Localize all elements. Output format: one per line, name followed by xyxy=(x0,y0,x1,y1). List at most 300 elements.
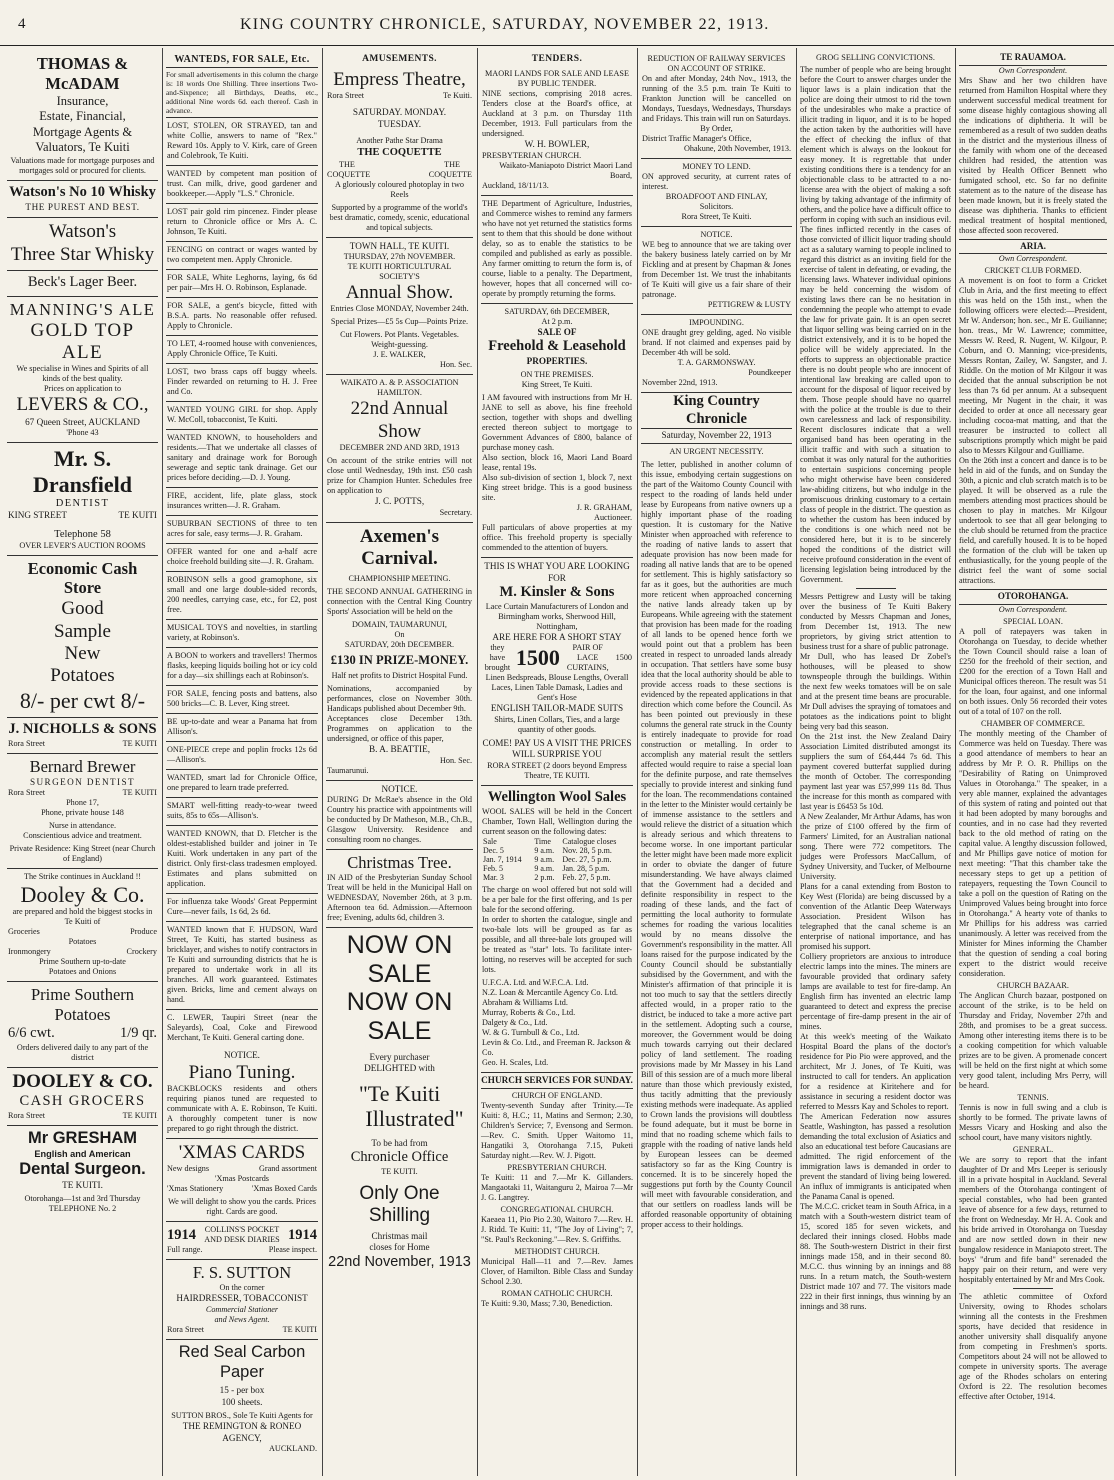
ad-heading: M. Kinsler & Sons xyxy=(499,584,615,601)
news-paragraph: The American Federation now assures Seattle, Washington, has passed a resolution demanding the total exclusion of Asiatics and also an educational test before Caucasians are admitted. The rigid enforcement of the immigration laws is demanded in order to prevent the standard of living being lowered. An influx of immigrants is anticipated when the Panama Canal is opened. xyxy=(800,1112,951,1201)
wool-sale-table xyxy=(482,837,632,882)
table-cell: Mar. 3 xyxy=(483,872,504,882)
section-heading: AMUSEMENTS. xyxy=(362,54,437,64)
ad-nicholls xyxy=(7,718,158,754)
ad-dooley xyxy=(7,869,158,982)
ad-line: Ohakune, 20th November, 1913. xyxy=(684,144,791,153)
column-amusements xyxy=(323,48,476,1476)
ad-line: THE COQUETTE xyxy=(357,147,442,159)
ad-text: A gloriously coloured photoplay in two Reels xyxy=(335,179,464,199)
ad-heading: THOMAS & McADAM xyxy=(36,54,129,93)
ad-agriculture xyxy=(481,196,633,304)
classified-ad: TO LET, 4-roomed house with conveniences, Apply Chronicle Office, Te Kuiti. xyxy=(166,336,318,364)
ad-line: District Traffic Manager's Office, xyxy=(642,134,752,143)
ad-heading: NOTICE. xyxy=(700,230,733,239)
news-paragraph: On the 21st inst. the New Zealand Dairy Association Limited distributed amongst its suppliers the sum of £64,444 7s 6d. This payment covered butterfat supplied during the month of October. The corresponding payment last year was £57,999 11s 8d. Thus the increase for this month as compared with last year is £6453 5s 10d. xyxy=(800,732,951,811)
ad-heading: Only One Shilling xyxy=(359,1182,440,1227)
table-row xyxy=(482,846,632,855)
table-cell: Jan. 28, 5 p.m. xyxy=(562,863,610,873)
ad-heading: MANNING'S ALE xyxy=(9,299,156,319)
ad-kinsler xyxy=(481,558,633,786)
ad-line: Conscientious advice and treatment. xyxy=(23,831,142,841)
article-title: GROG SELLING CONVICTIONS. xyxy=(816,53,935,62)
ad-line: Waikato-Maniapoto District Maori Land Board, xyxy=(499,160,632,180)
ad-text: ONE draught grey gelding, aged. No visible brand. If not claimed and expenses paid by December 4th will be sold. xyxy=(642,328,791,357)
ad-heading: Dooley & Co. xyxy=(20,882,145,908)
classified-ad: A BOON to workers and travellers! Thermos flasks, keeping liquids boiling hot or icy cold for a day—six shillings each at Robinson's. xyxy=(166,648,318,686)
ad-heading: Empress Theatre, xyxy=(333,69,466,90)
ad-text: are prepared and hold the biggest stocks in Te Kuiti of xyxy=(12,907,153,927)
ad-axemens-carnival xyxy=(326,523,473,781)
ad-line: HAMILTON. xyxy=(377,388,422,398)
column-advertisements-1 xyxy=(4,48,161,1476)
ad-prime-southern xyxy=(7,982,158,1067)
ad-heading: Wellington Wool Sales xyxy=(487,788,627,805)
ad-line: Secretary. xyxy=(439,507,472,517)
ad-line: and News Agent. xyxy=(214,1314,270,1324)
ad-line: PRESBYTERIAN CHURCH. xyxy=(482,150,582,160)
ad-line: Full range. xyxy=(167,1245,203,1255)
ad-heading: Dental Surgeon. xyxy=(19,1160,146,1179)
ad-text: THE Department of Agriculture, Industries, and Commerce wishes to remind any farmers who have not yet returned the statistics forms sent to them that this should be done without delay, so as to enable the statistics to be compiled and published as early as possible. Any farmer omitting to return the form is, of course, liable to a penalty. The Department, however, hopes that all concerned will co-operate by promptly returning the forms. xyxy=(482,198,632,298)
ad-text: DURING Dr McRae's absence in the Old Country his practice with appointments will be conducted by Dr Matheson, M.B., Ch.B., Glasgow University. Residence and consulting room no changes. xyxy=(327,795,472,845)
ad-watsons-whisky xyxy=(7,181,158,218)
ad-line: Hon. Sec. xyxy=(439,360,472,370)
classified-ad: LOST, STOLEN, OR STRAYED, tan and white Collie, answers to name of "Rex." Reward 10s. Apply to V. Kirk, care of Green and Colebrook, Te Kuiti. xyxy=(166,118,318,166)
ad-line: DOMAIN, TAUMARUNUI, xyxy=(352,619,447,629)
section-heading: TE RAUAMOA. xyxy=(959,51,1107,66)
ad-heading: Christmas Tree. xyxy=(347,853,452,873)
ad-economic-cash-store xyxy=(7,556,158,719)
ad-line: AGENCY, xyxy=(222,1432,262,1443)
ad-line: they have brought xyxy=(484,643,511,673)
article-text: Municipal Hall—11 and 7.—Rev. James Clover, of Hamilton. Bible Class and Sunday School 2.30. xyxy=(481,1257,633,1287)
ad-line: THE xyxy=(339,159,355,169)
news-paragraph: The athletic committee of Oxford University, owing to Rhodes scholars winning all the contests in the Freshmen sports, have decided that residence in another university shall disqualify anyone from competing in Freshmen's sports. Competitors about 24 will not be allowed to compete in university sports. The average age of the Rhodes scholars on entering Oxford is 22. The resolution becomes effective after October, 1914. xyxy=(959,1291,1107,1401)
ad-line: U.F.C.A. Ltd. and W.F.C.A. Ltd. xyxy=(482,977,589,987)
page-number: 4 xyxy=(18,16,26,32)
ad-line: Christmas mail xyxy=(371,1230,428,1241)
classified-ad: BE up-to-date and wear a Panama hat from Allison's. xyxy=(166,714,318,742)
classified-ad: WANTED, smart lad for Chronicle Office, one prepared to learn trade preferred. xyxy=(166,770,318,798)
ad-line: B. A. BEATTIE, xyxy=(369,744,430,755)
ad-line: Good xyxy=(61,598,104,620)
ad-line: Rora Street, Te Kuiti. xyxy=(681,212,752,221)
ad-line: CHAMPIONSHIP MEETING. xyxy=(348,573,451,583)
classified-ad: WANTED YOUNG GIRL for shop. Apply W. McColl, tobacconist, Te Kuiti. xyxy=(166,402,318,430)
article-text: Te Kuiti: 9.30, Mass; 7.30, Benediction. xyxy=(481,1299,613,1309)
ad-thomas-mcadam xyxy=(7,51,158,181)
ad-line: 67 Queen Street, AUCKLAND xyxy=(25,416,140,427)
table-cell: 9 a.m. xyxy=(534,863,555,873)
sub-heading: CHURCH OF ENGLAND. xyxy=(511,1091,603,1101)
ad-line: The Strike continues in Auckland !! xyxy=(23,872,142,882)
classified-ad: OFFER wanted for one and a-half acre choice freehold building site—J. R. Graham. xyxy=(166,544,318,572)
ad-levers xyxy=(7,297,158,444)
table-header: Sale xyxy=(483,836,497,846)
ad-line: COQUETTE xyxy=(428,169,472,179)
ad-line: Potatoes xyxy=(50,665,115,687)
column-wanteds xyxy=(163,48,321,1476)
ad-line: TE KUITI. xyxy=(62,1179,103,1190)
ad-line: TE KUITI xyxy=(122,788,157,798)
ad-text: ON approved security, at current rates of interest. xyxy=(642,172,791,191)
ad-heading: DOOLEY & CO. xyxy=(12,1070,153,1092)
ad-line: Nurse in attendance. xyxy=(48,821,117,831)
table-cell: Jan. 7, 1914 xyxy=(483,854,522,864)
article-text: Te Kuiti: 11 and 7.—Mr K. Gillanders. Mangaotaki 11, Waitanguru 2, Mairoa 7—Mr J. G. Langtrey. xyxy=(481,1173,633,1203)
ad-line: Private Residence: King Street (near Church of England) xyxy=(9,844,156,864)
ad-text: WOOL SALES will be held in the Concert Chamber, Town Hall, Wellington during the current season on the following dates: xyxy=(482,806,632,836)
ad-horticultural-show xyxy=(326,238,473,376)
ad-text: Special Prizes—£5 5s Cup—Points Prize. xyxy=(330,317,469,327)
ad-line: TE KUITI xyxy=(122,738,157,748)
ad-line: Levin & Co. Ltd., and Freeman R. Jackson & Co. xyxy=(482,1037,632,1057)
ad-heading: "Te Kuiti xyxy=(358,1080,441,1106)
ad-line: DECEMBER 2ND AND 3RD, 1913 xyxy=(339,443,460,453)
classified-ad: For influenza take Woods' Great Peppermint Cure—never fails, 1s 6d, 2s 6d. xyxy=(166,894,318,922)
ad-sutton xyxy=(166,1260,318,1339)
ad-heading: Three Star Whisky xyxy=(10,243,155,265)
news-paragraph: Messrs Pettigrew and Lusty will be taking over the business of Te Kuiti Bakery conducted by Messrs Chapman and Jones, from December 1st, 1913. The new proprietors, by giving strict attention to business trust for a share of public patronage. xyxy=(800,592,951,651)
editorial xyxy=(641,393,792,1230)
classified-ad: C. LEWER, Taupiri Street (near the Saleyards), Coal, Coke and Firewood Merchant, Te Kuiti. General carting done. xyxy=(167,1013,317,1043)
ad-heading: 'XMAS CARDS xyxy=(178,1142,306,1164)
ad-text: Also sub-division of section 1, block 7, next King street bridge. This is a good business site. xyxy=(482,473,632,503)
ad-text: Shirts, Linen Collars, Ties, and a large quantity of other goods. xyxy=(494,714,620,734)
section-heading: TENDERS. xyxy=(531,54,583,64)
news-paragraph: Colliery proprietors are anxious to introduce electric lamps into the mines. The miners are favourable provided that ordinary safety lamps are available to test for fire-damp. An English firm has invented an electric lamp guaranteed to detect and express the precise percentage of fire-damp present in the air of mines. xyxy=(800,952,951,1031)
ad-line: Auckland, 18/11/13. xyxy=(482,180,549,190)
ad-line: 22nd November, 1913 xyxy=(328,1253,471,1270)
table-cell: Nov. 28, 5 p.m. xyxy=(562,845,612,855)
ad-heading: Red Seal Carbon Paper xyxy=(178,1342,306,1381)
ad-text: BACKBLOCKS residents and others requiring pianos tuned are requested to communicate with A. E. Robinson, Te Kuiti. A thoroughly competent tuner is now prepared to go right through the district. xyxy=(167,1084,317,1134)
ad-line: Produce xyxy=(130,927,157,937)
ad-heading: Piano Tuning. xyxy=(188,1061,296,1083)
sub-heading: TENNIS. xyxy=(1017,1092,1049,1102)
ad-line: Crockery xyxy=(126,947,157,957)
ad-heading: GOLD TOP ALE xyxy=(30,319,135,363)
ad-line: closes for Home xyxy=(369,1242,430,1253)
ad-line: NOTICE. xyxy=(224,1050,260,1061)
ad-heading: Freehold & Leasehold xyxy=(488,338,626,354)
ad-line: Abraham & Williams Ltd. xyxy=(482,997,568,1007)
ad-text: On and after Monday, 24th Nov., 1913, the running of the 3.5 p.m. train Te Kuiti to Frankton Junction will be cancelled on Mondays, Tuesdays, Wednesdays, Thursdays and Fridays. This train will run on Saturdays. xyxy=(642,74,791,123)
ad-line: Valuators, Te Kuiti xyxy=(35,140,130,155)
ad-line: COME! PAY US A VISIT THE PRICES WILL SURPRISE YOU xyxy=(482,737,632,760)
ad-line: Hon. Sec. xyxy=(439,755,472,765)
ad-line: THIS IS WHAT YOU ARE LOOKING FOR xyxy=(484,561,630,583)
ad-bakery-notice xyxy=(641,227,792,315)
table-cell: Dec. 27, 5 p.m. xyxy=(562,854,612,864)
sub-heading: CHAMBER OF COMMERCE. xyxy=(981,718,1085,728)
ad-line: ENGLISH TAILOR-MADE SUITS xyxy=(490,703,624,714)
ad-te-kuiti-illustrated xyxy=(326,928,473,1275)
ad-text: Also section, block 16, Maori Land Board lease, rental 19s. xyxy=(482,453,632,473)
ad-line: COQUETTE xyxy=(327,169,371,179)
ad-heading: Watson's No 10 Whisky xyxy=(9,184,156,201)
editorial-date: Saturday, November 22, 1913 xyxy=(641,429,792,444)
ad-line: Solicitors. xyxy=(699,202,734,211)
sub-heading: METHODIST CHURCH. xyxy=(514,1247,600,1257)
table-row xyxy=(482,855,632,864)
ad-text: I AM favoured with instructions from Mr H. JANE to sell as above, his fine freehold section, together with shops and dwelling erected thereon subject to mortgage to Government Advances of £800, balance of purchase money cash. xyxy=(482,393,632,453)
ad-text: We specialise in Wines and Spirits of all kinds of the best quality. xyxy=(16,364,149,384)
sub-heading: GENERAL. xyxy=(1012,1144,1054,1154)
ad-line: By Order, xyxy=(700,124,733,133)
table-header: Catalogue closes xyxy=(562,836,617,846)
column-district-news xyxy=(956,48,1110,1476)
article-text: We are sorry to report that the infant daughter of Dr and Mrs Leeper is seriously ill in a private hospital in Auckland. Several members of the Otorohanga contingent of special constables, who had been granted leave of absence for a few days, returned to the front on Wednesday. Mr H. A. Cook and his bride arrived in Otorohanga on Tuesday and are now settled down in their new bungalow residence in Maniapoto street. The boys' "drum and fife band" serenaded the happy pair on their return, and were very hospitably entertained by Mr and Mrs Cook. xyxy=(959,1154,1107,1284)
ad-maori-lands xyxy=(481,66,633,196)
ad-line: RORA STREET (2 doors beyond Empress Theatre, TE KUITI. xyxy=(487,760,627,780)
ad-line: J. C. POTTS, xyxy=(374,496,425,507)
ad-line: Potatoes and Onions xyxy=(48,967,117,977)
ad-line: Rora Street xyxy=(327,91,365,101)
ad-line: TE KUITI. xyxy=(381,1166,418,1176)
ad-line: Phone 17, xyxy=(66,798,99,808)
table-cell: 9 a.m. xyxy=(534,845,555,855)
column-tenders xyxy=(478,48,636,1476)
ad-line: 1914 xyxy=(288,1226,317,1243)
ad-line: Taumarunui. xyxy=(327,765,369,775)
sub-heading: PRESBYTERIAN CHURCH. xyxy=(507,1163,607,1173)
ad-heading: Axemen's Carnival. xyxy=(359,525,440,570)
news-paragraph: Mr Dull, who has leased Dr Zobel's hothouses, will be pleased to show townspeople through the buildings. Within the next few weeks tomatoes will be on sale and at the present time beans are procurable. Mr Dull advises the spraying of tomatoes and potatoes as the indications point to blight being very bad this season. xyxy=(800,652,951,731)
ad-text: Linen Bedspreads, Blouse Lengths, Overall Laces, Linen Table Damask, Ladies and Gent's Hose xyxy=(485,673,629,703)
classified-ad: ONE-PIECE crepe and poplin frocks 12s 6d—Allison's. xyxy=(166,742,318,770)
article-text: A poll of ratepayers was taken in Otorohanga on Tuesday, to decide whether the Town Council should raise a loan of £250 for the freehold of their section, and £200 for the erection of a Town Hall and Municipal offices thereon. The result was 51 for the loan, four against, and one informal on both issues. Only 56 recorded their votes out of a total of 107 on the roll. xyxy=(959,626,1107,716)
ad-heading: Mr. S. Dransfield xyxy=(33,446,132,497)
ad-line: Auctioneer. xyxy=(594,513,632,523)
ad-line: NOTICE. xyxy=(381,783,418,794)
section-heading: WANTEDS, FOR SALE, Etc. xyxy=(166,54,318,68)
ad-heading: Annual Show. xyxy=(345,282,454,304)
ad-line: DELIGHTED with xyxy=(364,1063,435,1074)
byline: Own Correspondent. xyxy=(998,254,1068,263)
news-paragraph: Plans for a canal extending from Boston to Key West (Florida) are being discussed by a convention of the Atlantic Deep Waterways Association. President Wilson has telegraphed that the canal scheme is an enterprise of national importance, and has promised his support. xyxy=(800,882,951,951)
ad-line: Dalgety & Co., Ltd. xyxy=(482,1017,548,1027)
ad-line: King Street, Te Kuiti. xyxy=(521,380,593,390)
ad-line: W. H. BOWLER, xyxy=(524,139,590,149)
column-news xyxy=(797,48,954,1476)
sub-heading: CONGREGATIONAL CHURCH. xyxy=(500,1205,614,1215)
article-text: A movement is on foot to form a Cricket Club in Aria, and the first meeting to effect this was held on the 15th inst., when the following officers were elected:—President, Mr W. Anderson; hon. sec., Mr E. Guilianne; hon. treas., Mr W. Lawrence; committee, Messrs W. Reed, R. Nugent, W. Kilgour, P. Coburn, and O. Manning; vice-presidents, Messrs Rontan, Zailey, W. Sangster, and J. Riddle. On the motion of Mr Kilgour it was decided that the annual subscription be not less than 7s 6d per annum. At a subsequent meeting, Mr Nugent in the chair, it was decided to order at once all necessary gear including cocoa-mat matting, and that the treasurer be instructed to collect all subscriptions promptly which might be paid also to Messrs Kilgour and Guilliame. xyxy=(959,276,1107,455)
sub-heading: SPECIAL LOAN. xyxy=(1003,616,1063,626)
ad-line: J. E. WALKER, xyxy=(373,350,426,360)
ad-price: 1/9 qr. xyxy=(119,1025,157,1042)
ad-heading: MONEY TO LEND. xyxy=(682,162,751,171)
editorial-masthead: King Country Chronicle xyxy=(641,393,792,429)
ad-line: PROPERTIES. xyxy=(526,355,588,366)
ad-heading: LEVERS & CO., xyxy=(16,394,149,416)
ad-heading: Illustrated" xyxy=(365,1106,464,1132)
ad-waikato-show xyxy=(326,375,473,522)
table-header: Time xyxy=(534,836,551,846)
table-row xyxy=(482,873,632,882)
ad-line: Please inspect. xyxy=(268,1245,317,1255)
ad-line: ARE HERE FOR A SHORT STAY xyxy=(492,631,622,642)
ad-piano-tuning xyxy=(166,1047,318,1139)
ad-line: COLLINS'S POCKET AND DESK DIARIES xyxy=(204,1225,280,1245)
ad-line: Another Pathe Star Drama xyxy=(356,136,443,146)
ad-line: SUTTON BROS., Sole Te Kuiti Agents for xyxy=(171,1411,313,1421)
ad-line: HAIRDRESSER, TOBACCONIST xyxy=(176,1293,308,1304)
ad-line: PAIR OF LACE CURTAINS, xyxy=(566,643,609,673)
ad-text: Entries Close MONDAY, November 24th. xyxy=(330,304,469,314)
ad-line: New designs xyxy=(167,1164,210,1174)
ad-diaries xyxy=(166,1222,318,1260)
ad-xmas-cards xyxy=(166,1139,318,1222)
news-paragraph: At this week's meeting of the Waikato Hospital Board the plans of the doctor's residence for Pio Pio were approved, and the architect, Mr J. Jones, of Te Kuiti, was instructed to call for tenders. An application for a residence at Kiritehere and for assistance in securing a resident doctor was referred to Messrs Kay and Scholes to report. xyxy=(800,1032,951,1111)
ad-line: TE KUITI xyxy=(282,1324,317,1334)
ad-number: 1500 xyxy=(515,644,560,670)
ad-number: 1500 xyxy=(615,653,632,663)
ad-text: The charge on wool offered but not sold will be a per bale for the first offering, and 1s per bale for the second offering. xyxy=(482,884,632,914)
ad-text: Valuations made for mortgage purposes and mortgages sold or procured for clients. xyxy=(10,156,155,176)
article-text: The Anglican Church bazaar, postponed on account of the strike, is to be held on Thursday and Friday, November 27th and 28th, and promises to be a great success. Among other interesting items there is to be a cooking competition for which valuable prizes are to be given. A promenade concert will be held on the first night at which some very good talent, including Mrs Perry, will be heard. xyxy=(959,990,1107,1090)
ad-line: TELEPHONE No. 2 xyxy=(48,1204,117,1214)
ad-line: SATURDAY, 20th DECEMBER. xyxy=(344,639,455,649)
ad-line: Chronicle Office xyxy=(350,1149,449,1166)
ad-line: SALE OF xyxy=(537,326,577,337)
ad-line: Geo. H. Scales, Ltd. xyxy=(482,1057,549,1067)
ad-text: On account of the strike entries will not close until Wednesday, 19th inst. £50 cash prize for Champion Hunter. Schedules free on application to xyxy=(327,456,472,496)
ad-freehold-sale xyxy=(481,304,633,559)
classified-ad: WANTED by competent man position of trust. Can milk, drive, good gardener and bookkeeper.—Apply "L.S." Chronicle. xyxy=(166,166,318,204)
ad-line: CASH GROCERS xyxy=(19,1093,146,1110)
ad-line: 100 sheets. xyxy=(221,1396,263,1407)
ad-line: Grand assortment xyxy=(259,1164,317,1174)
ad-line: On xyxy=(394,629,405,639)
ad-text: THE SECOND ANNUAL GATHERING in connection with the Central King Country Sports' Association will be held on the xyxy=(327,586,472,616)
classified-ad: SUBURBAN SECTIONS of three to ten acres for sale, easy terms—J. R. Graham. xyxy=(166,516,318,544)
ad-line: 'Phone 43 xyxy=(66,428,99,438)
ad-text: NINE sections, comprising 2018 acres. Tenders close at the Board's office, at Auckland at 3 p.m. on Thursday 11th December, 1913. Full particulars from the undersigned. xyxy=(482,89,632,138)
classified-ad: FENCING on contract or wages wanted by two competent men. Apply Chronicle. xyxy=(166,242,318,270)
section-heading: OTOROHANGA. xyxy=(959,589,1107,605)
ad-railway-reduction xyxy=(641,51,792,159)
ad-heading: NOW ON SALE xyxy=(346,988,453,1046)
ad-heading: Watson's xyxy=(48,221,117,243)
ad-text: Lace Curtain Manufacturers of London and Birmingham works, Sherwood Hill, Nottingham, xyxy=(485,601,629,631)
ad-line: 'Xmas Stationery xyxy=(167,1184,224,1194)
ad-bernard-brewer xyxy=(7,754,158,869)
ad-line: Every purchaser xyxy=(369,1051,430,1062)
table-cell: 2 p.m. xyxy=(534,872,555,882)
ad-line: THE PUREST AND BEST. xyxy=(25,201,140,212)
classified-ad: FOR SALE, fencing posts and battens, also 500 bricks—C. B. Lever, King street. xyxy=(166,686,318,714)
ad-line: To be had from xyxy=(371,1137,428,1148)
ad-line: W. & G. Turnbull & Co., Ltd. xyxy=(482,1027,580,1037)
ad-line: 'Xmas Boxed Cards xyxy=(251,1184,317,1194)
ad-line: TE KUITI HORTICULTURAL SOCIETY'S xyxy=(347,262,452,282)
ad-line: Potatoes xyxy=(68,937,97,947)
table-cell: Feb. 5 xyxy=(483,863,503,873)
ad-christmas-tree xyxy=(326,850,473,928)
table-header-row xyxy=(482,837,632,846)
classified-ad: SMART well-fitting ready-to-wear tweed suits, 85s to 65s—Allison's. xyxy=(166,798,318,826)
ad-text: In order to shorten the catalogue, single and two-bale lots will be grouped as far as possible, and all three-bale lots grouped will be treated as "star" lots. To facilitate inter-lotting, no reserves will be accepted for such lots. xyxy=(482,914,632,974)
ad-line: THURSDAY, 27th NOVEMBER. xyxy=(343,252,456,262)
ad-line: TE KUITI xyxy=(118,510,157,521)
article-text: On the 26th inst a concert and dance is to be held in aid of the funds, and on Sunday the 30th, a picnic and club scratch match is to be played. It will be observed as a rule the members attending most practices should be chosen to play in matches. Mr Kilgour undertook to see that all gear belonging to the club should be returned from the practice field, and carefully housed. It is to be hoped the formation of the club will be taken up enthusiastically, for the young people of the district feel the want of some social attractions. xyxy=(959,456,1107,585)
ad-becks xyxy=(7,271,158,297)
ad-line: November 22nd, 1913. xyxy=(642,378,718,387)
ad-text: Prices on application to xyxy=(43,384,122,394)
ad-line: 15 - per box xyxy=(219,1385,265,1396)
section-heading: CHURCH SERVICES FOR SUNDAY. xyxy=(481,1073,633,1090)
ad-line: 1914 xyxy=(167,1226,196,1243)
ad-line: OVER LEVER'S AUCTION ROOMS xyxy=(19,540,146,550)
ad-line: THE REMINGTON & RONEO xyxy=(182,1421,302,1432)
ad-text: We will delight to show you the cards. Prices right. Cards are good. xyxy=(168,1197,316,1217)
news-paragraph: The M.C.C. cricket team in South Africa, in a match with a South-western district team of 15, scored 185 for seven wickets, and declared their innings closed. Hobbs made 88. The South-western District in their first innings made 158, and in their second 80. M.C.C. thus winning by an innings and 88 runs. In a return match, the South-western District made 107 and 77. The visitors made 222 in their first innings, thus winning by an innings and 38 runs. xyxy=(800,1202,951,1311)
ad-heading: Bernard Brewer xyxy=(29,756,136,776)
ad-heading: NOW ON SALE xyxy=(346,930,453,988)
church-services xyxy=(481,1073,633,1310)
ad-line: Ironmongery xyxy=(8,947,51,957)
ad-dransfield xyxy=(7,443,158,555)
ad-line: Poundkeeper xyxy=(748,368,791,377)
ad-price: 8/- per cwt 8/- xyxy=(19,687,146,713)
ad-heading: Economic Cash Store xyxy=(27,558,138,598)
sub-heading: ROMAN CATHOLIC CHURCH. xyxy=(501,1289,613,1299)
ad-line: On the corner xyxy=(219,1283,265,1293)
ad-line: Telephone 58 xyxy=(54,528,111,540)
ad-heading: F. S. SUTTON xyxy=(192,1263,292,1283)
article-text: The number of people who are being brought before the Court to answer charges under the liquor laws is a plain indication that the police are doing their utmost to rid the town of the undesirables who make a practice of illicit trading in liquor, and it is to be hoped the action taken by the authorities will have the effect of checking the influx of that element which is always on the lookout for easy money. It is regrettable that under existing conditions there is a tendency for an objectionable class to be attracted to a no-license area with the object of making a soft living by taking advantage of the infirmity of others, and the police have a difficult office to perform in coping with such an insidious evil. The fines inflicted recently in the cases of those convicted of illicit liquor trading should act as a salutary warning to people inclined to regard this district as an inviting field for the exercise of talent in defeating, or evading, the licensing laws. Whatever individual opinions may be held concerning the wisdom of existing laws there can be no hesitation in condemning the people who attempt to evade the law for private gain. It is an open secret that liquor selling was being carried on in the district extensively, and it is to be hoped the police will be widely appreciated. In the efforts to suppress an objectionable practice there is no doubt people who are innocent of intentional law breaking are called upon to account for the disposal of liquor received by them. Those people should have no quarrel with the police at the trouble is due to their own carelessness and lack of responsibility. Recent disclosures indicate that a well organised band has been operating in the illicit traffic and with such a situation to combat it was only natural for the authorities to entertain suspicions concerning people who might otherwise have been considered law-abiding citizens, but who indulge in the promiscuous drinking customary to a certain class of people in the district. The question as to whether the custom has been induced by the conditions is one which need not be considered here, but it is to be sincerely hoped the conditions of the district will receive profound consideration in the event of licensing legislation being introduced by the Government. xyxy=(800,65,951,584)
section-heading: ARIA. xyxy=(959,239,1107,255)
news-paragraph: A New Zealander, Mr Arthur Adams, has won the prize of £100 offered by the firm of Farmers' Limited, for an Australian national song. There were 772 competitors. The judges were Professors MacCallum, of Sydney University, and Tucker, of Melbourne University. xyxy=(800,812,951,881)
ad-heading: REDUCTION OF RAILWAY SERVICES ON ACCOUNT OF STRIKE. xyxy=(647,54,786,73)
ad-text: Half net profits to District Hospital Fund. xyxy=(331,671,468,681)
ad-line: T. A. GARMONSWAY. xyxy=(677,358,756,367)
ad-line: TOWN HALL, TE KUITI. xyxy=(349,240,450,251)
ad-line: AUCKLAND. xyxy=(269,1444,317,1454)
rates-notice: For small advertisements in this column the charge is: 18 words One Shilling. Three insertions Two-and-Sixpence; all Birthdays, Deaths, etc., additional Nine words 6d. each thereof. Cash in advance. xyxy=(166,70,318,118)
table-cell: Feb. 27, 5 p.m. xyxy=(562,872,611,882)
editorial-text: The letter, published in another column of this issue, embodying certain suggestions on the part of the Waitomo County Council with respect to the roading of lands held under lease by Europeans from native owners up a highly important phase of the roading question. It is customary for the Native Minister when approached with reference to the roading of native lands to assert that adequate provision has now been made for roading all native lands that are to be opened for settlement. This is highly satisfactory so far as it goes, but the authorities are much more reticent when approached concerning the native lands already taken up by Europeans. While agreeing with the statement that provision has been made for the roading of all lands to be opened hence forth we would point out that a problem has been created in respect to unroaded lands already in occupation. That settlers have some busy idea that the local authority should be able to provide access roads to these sections is evidenced by the repeated applications in that direction which come before the Council. As has been pointed out previously in these columns the general rate struck in the County is entirely inadequate to provide for road construction or metalling. In order to accomplish any material result the settlers affected would require to raise a special loan for the definite purpose, and rate themselves specially to provide interest and sinking fund for the loan. The recommendations contained in the letter to the Minister would certainly be of immense assistance to the settlers and would relieve the district of a situation which is already serious and which threatens to become worse. In one important particular the letter might have been made more explicit in order to obviate the danger of future misunderstanding. We have always claimed that the Government had a decided and definite responsibility in respect to the roading of these lands, and the fact of permitting the local authority to formulate schemes for roading the various localities would by no means dissolve the Government's responsibility in the matter. All loans raised for the purpose indicated by the County Council should be substantially subsidised by the Government, and with the Minister's affirmation of that principle it is not too much to say that the settlers directly affected would, in a proper ratio to the district, be induced to take a more active part in the settlement. Adopting such a course, moreover, the Government would be doing much towards carrying out their declared policy of land settlement. The roading provisions made by Mr Massey in his Land Bill of this session are of a much more liberal nature than those which previously existed, thus tacitly admitting that the previously existing methods were inadequate. As applied to Crown lands the provisions will doubtless be found adequate, but it must be borne in mind that no roading scheme which fails to grapple with the roading of native lands held by European lessees can be deemed satisfactory so far as the King Country is concerned. It is to be sincerely hoped the suggestions put forth by the County Council will meet with favourable consideration, and that our settlers on roadless lands will be afforded reasonable opportunity of obtaining proper access to their holdings. xyxy=(641,459,792,1229)
ad-red-seal xyxy=(166,1340,318,1459)
editorial-title: AN URGENT NECESSITY. xyxy=(669,446,764,456)
ad-line: WAIKATO A. & P. ASSOCIATION xyxy=(340,378,459,388)
ad-heading: Potatoes xyxy=(54,1005,111,1025)
ad-text: IN AID of the Presbyterian Sunday School Treat will be held in the Municipal Hall on WEDNESDAY, November 26th, at 3 p.m. Afternoon tea 6d. Admission.—Afternoon free; Evening, adults 6d, children 3. xyxy=(327,872,472,922)
sub-heading: CHURCH BAZAAR. xyxy=(997,980,1069,990)
byline: Own Correspondent. xyxy=(998,65,1068,75)
classified-ad: MUSICAL TOYS and novelties, in startling variety, at Robinson's. xyxy=(166,620,318,648)
classified-ad: FOR SALE, White Leghorns, laying, 6s 6d per pair—Mrs H. O. Robinson, Esplanade. xyxy=(166,270,318,298)
ad-text: Supported by a programme of the world's best dramatic, comedy, scenic, educational and topical subjects. xyxy=(329,202,470,232)
masthead xyxy=(0,14,1114,46)
classified-ad: WANTED KNOWN, to householders and residents.—That we undertake all classes of sanitary and drainage work for Borough sewerage and septic tank drainage. Get our prices before deciding.—D. J. Young. xyxy=(166,430,318,488)
ad-line: Phone, private house 148 xyxy=(41,808,124,818)
ad-line: English and American xyxy=(34,1148,131,1159)
ad-money-to-lend xyxy=(641,159,792,227)
ad-line: N.Z. Loan & Mercantile Agency Co. Ltd. xyxy=(482,987,618,997)
byline: Own Correspondent. xyxy=(998,604,1068,614)
ad-line: Groceries xyxy=(8,927,40,937)
ad-line: New xyxy=(64,643,101,665)
ad-heading: 22nd Annual Show xyxy=(350,398,449,442)
column-notices-editorial xyxy=(638,48,795,1476)
article-text: Mrs Shaw and her two children have returned from Hamilton Hospital where they underwent successful medical treatment for some disease highly contagious showing all the indications of diphtheria. It will be remembered as a result of two sudden deaths in the district and the mysterious illness of the family with whom one of the deceased children had resided, the attention was visited by Health Officer Bennett who fumigated school, etc. So far no definite statement as to the nature of the disease has been made known, but it is freely stated the disease was diphtheria. Thanks to efficient medical treatment of hospital mentioned, those affected soon recovered. xyxy=(959,75,1107,235)
ad-line: Rora Street xyxy=(8,738,46,748)
ad-line: Rora Street xyxy=(167,1324,205,1334)
ad-mcrae-notice xyxy=(326,781,473,851)
